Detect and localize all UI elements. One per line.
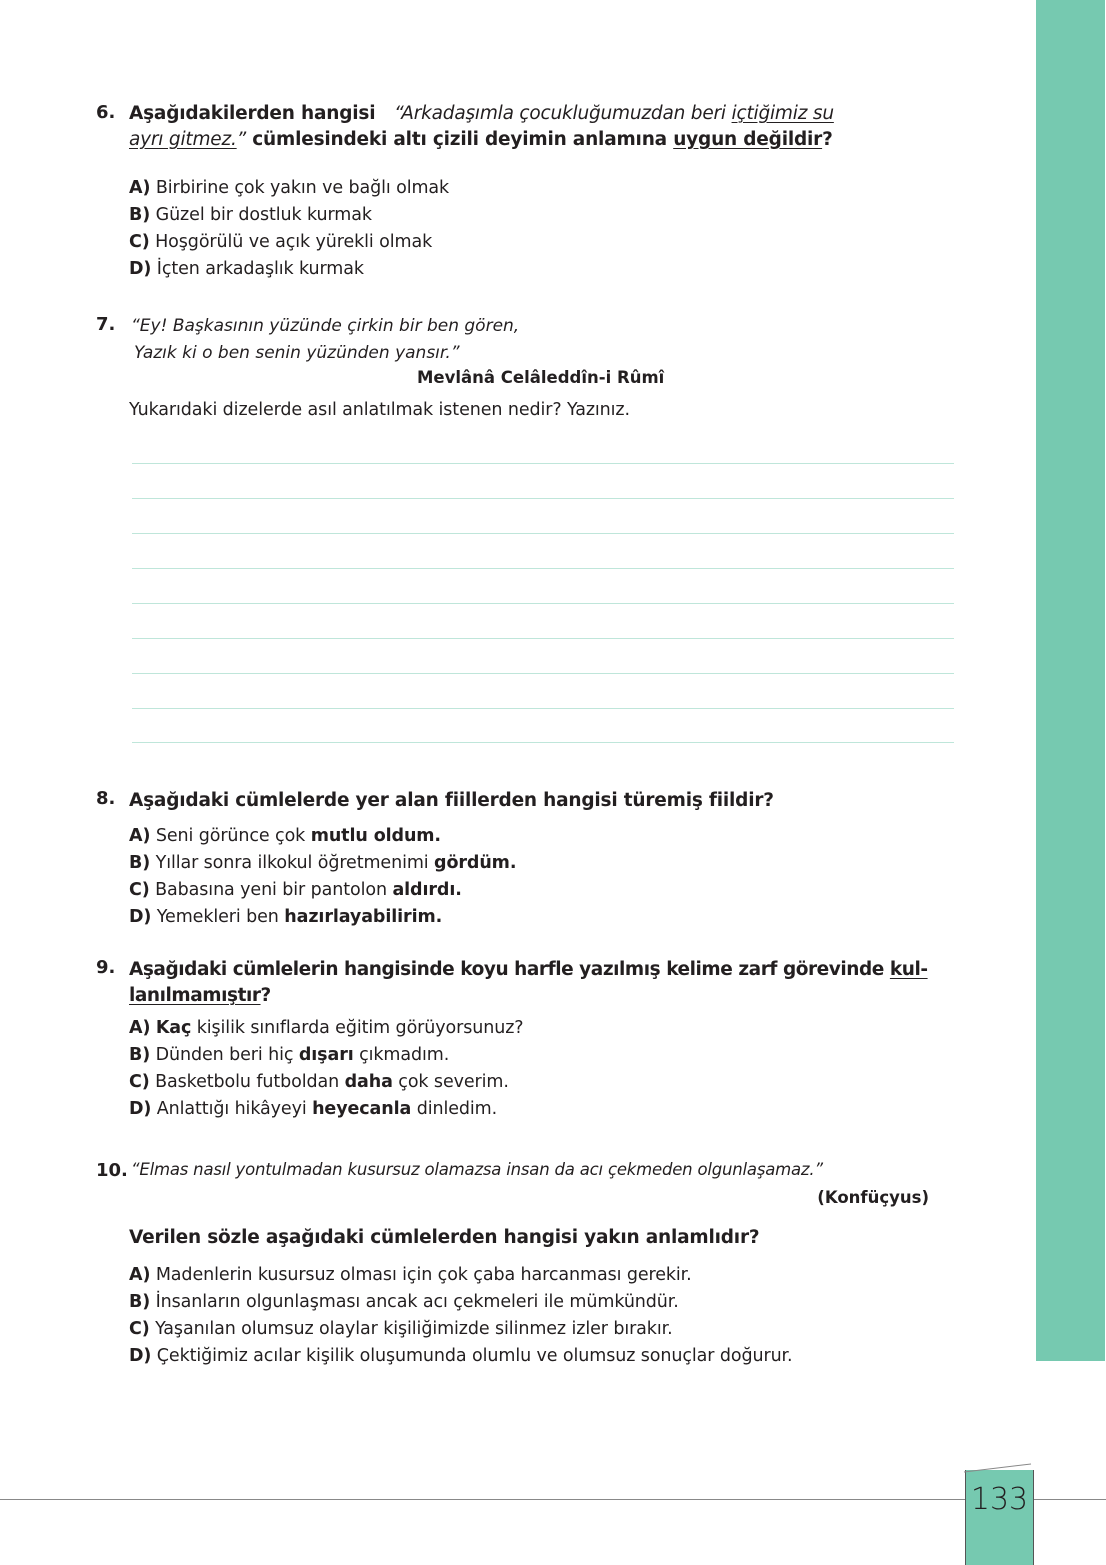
quote-text: “Arkadaşımla çocukluğumuzdan beri bbox=[394, 103, 732, 124]
answer-line bbox=[132, 568, 954, 569]
option-label: C) bbox=[129, 880, 150, 900]
verse-author: Mevlânâ Celâleddîn-i Rûmî bbox=[417, 368, 665, 387]
option-label: B) bbox=[129, 205, 151, 225]
answer-line bbox=[132, 708, 954, 709]
option-bold-word: daha bbox=[344, 1072, 393, 1092]
option-text: Seni görünce çok bbox=[155, 826, 311, 846]
option-bold-word: aldırdı. bbox=[392, 880, 462, 900]
prompt-underlined: kul- bbox=[889, 959, 928, 980]
prompt-text: Aşağıdaki cümlelerin hangisinde koyu harfle yazılmış kelime zarf görevinde bbox=[129, 959, 890, 980]
option-label: A) bbox=[129, 178, 151, 198]
option-label: D) bbox=[129, 1099, 152, 1119]
option-label: A) bbox=[129, 1018, 151, 1038]
option-c[interactable] bbox=[129, 1316, 673, 1343]
option-text: çok severim. bbox=[392, 1072, 509, 1092]
question-prompt: Verilen sözle aşağıdaki cümlelerden hangisi yakın anlamlıdır? bbox=[129, 1227, 760, 1248]
question-number: 7. bbox=[96, 314, 116, 335]
option-b[interactable] bbox=[129, 1042, 449, 1069]
answer-line bbox=[132, 603, 954, 604]
option-b[interactable] bbox=[129, 202, 372, 229]
option-bold-word: gördüm. bbox=[434, 853, 517, 873]
option-a[interactable] bbox=[129, 1015, 523, 1042]
answer-line bbox=[132, 673, 954, 674]
option-a[interactable] bbox=[129, 823, 441, 850]
option-c[interactable] bbox=[129, 1069, 509, 1096]
option-d[interactable] bbox=[129, 256, 364, 283]
option-label: D) bbox=[129, 259, 152, 279]
option-text: Hoşgörülü ve açık yürekli olmak bbox=[155, 232, 433, 252]
option-text: Madenlerin kusursuz olması için çok çaba harcanması gerekir. bbox=[155, 1265, 692, 1285]
page-tab-edge bbox=[963, 1463, 1033, 1473]
option-bold-word: mutlu oldum. bbox=[310, 826, 441, 846]
page-number-tab bbox=[965, 1470, 1034, 1565]
answer-line bbox=[132, 498, 954, 499]
question-number: 8. bbox=[96, 788, 116, 809]
verse-line: Yazık ki o ben senin yüzünden yansır.” bbox=[134, 343, 460, 363]
idiom-underlined: ayrı gitmez. bbox=[129, 129, 237, 150]
option-d[interactable] bbox=[129, 1096, 497, 1123]
question-prompt: Aşağıdaki cümlelerde yer alan fiillerden hangisi türemiş fiildir? bbox=[129, 790, 774, 811]
option-text: çıkmadım. bbox=[353, 1045, 450, 1065]
option-label: A) bbox=[129, 826, 151, 846]
question-prompt bbox=[129, 957, 999, 1009]
answer-line bbox=[132, 638, 954, 639]
question-number: 10. bbox=[96, 1160, 128, 1181]
verse-line: “Ey! Başkasının yüzünde çirkin bir ben gören, bbox=[131, 316, 520, 336]
prompt-end: ? bbox=[260, 985, 271, 1006]
answer-line bbox=[132, 463, 954, 464]
option-bold-word: dışarı bbox=[298, 1045, 354, 1065]
option-label: C) bbox=[129, 1072, 150, 1092]
option-label: D) bbox=[129, 1346, 152, 1366]
option-label: C) bbox=[129, 232, 150, 252]
option-b[interactable] bbox=[129, 850, 516, 877]
option-label: C) bbox=[129, 1319, 150, 1339]
verse bbox=[131, 313, 519, 367]
prompt-lead: Aşağıdakilerden hangisi bbox=[129, 103, 376, 124]
option-b[interactable] bbox=[129, 1289, 679, 1316]
option-c[interactable] bbox=[129, 229, 432, 256]
page-number: 133 bbox=[970, 1482, 1029, 1517]
option-text: Anlattığı hikâyeyi bbox=[156, 1099, 313, 1119]
quote-author: (Konfüçyus) bbox=[817, 1188, 929, 1207]
prompt-underlined: uygun değildir bbox=[673, 129, 823, 150]
option-d[interactable] bbox=[129, 1343, 793, 1370]
question-number: 9. bbox=[96, 957, 116, 978]
prompt-underlined: lanılmamıştır bbox=[129, 985, 261, 1006]
quote: “Elmas nasıl yontulmadan kusursuz olamazsa insan da acı çekmeden olgunlaşamaz.” bbox=[131, 1160, 823, 1179]
option-text: kişilik sınıflarda eğitim görüyorsunuz? bbox=[191, 1018, 524, 1038]
option-text: Birbirine çok yakın ve bağlı olmak bbox=[155, 178, 450, 198]
option-label: B) bbox=[129, 1045, 151, 1065]
question-prompt bbox=[129, 101, 929, 153]
option-text: Babasına yeni bir pantolon bbox=[155, 880, 393, 900]
answer-line bbox=[132, 742, 954, 743]
option-text: İnsanların olgunlaşması ancak acı çekmeleri ile mümkündür. bbox=[155, 1292, 679, 1312]
option-label: A) bbox=[129, 1265, 151, 1285]
option-text: Dünden beri hiç bbox=[155, 1045, 299, 1065]
option-bold-word: hazırlayabilirim. bbox=[284, 907, 443, 927]
option-text: Çektiğimiz acılar kişilik oluşumunda olumlu ve olumsuz sonuçlar doğurur. bbox=[156, 1346, 793, 1366]
option-label: B) bbox=[129, 1292, 151, 1312]
quote-close: ” bbox=[236, 129, 247, 150]
option-label: B) bbox=[129, 853, 151, 873]
option-text: İçten arkadaşlık kurmak bbox=[156, 259, 364, 279]
footer-rule bbox=[0, 1499, 1106, 1500]
idiom-underlined: içtiğimiz su bbox=[731, 103, 834, 124]
option-text: Yaşanılan olumsuz olaylar kişiliğimizde silinmez izler bırakır. bbox=[155, 1319, 673, 1339]
option-text: dinledim. bbox=[411, 1099, 498, 1119]
answer-line bbox=[132, 533, 954, 534]
option-text: Basketbolu futboldan bbox=[155, 1072, 345, 1092]
prompt-rest: cümlesindeki altı çizili deyimin anlamına bbox=[246, 129, 674, 150]
option-text: Yıllar sonra ilkokul öğretmenimi bbox=[155, 853, 435, 873]
option-d[interactable] bbox=[129, 904, 442, 931]
option-a[interactable] bbox=[129, 1262, 692, 1289]
question-instruction: Yukarıdaki dizelerde asıl anlatılmak istenen nedir? Yazınız. bbox=[129, 400, 630, 420]
option-a[interactable] bbox=[129, 175, 449, 202]
prompt-end: ? bbox=[822, 129, 833, 150]
side-accent-bar bbox=[1036, 0, 1105, 1361]
option-label: D) bbox=[129, 907, 152, 927]
option-c[interactable] bbox=[129, 877, 462, 904]
option-bold-word: heyecanla bbox=[312, 1099, 412, 1119]
option-bold-word: Kaç bbox=[155, 1018, 192, 1038]
question-number: 6. bbox=[96, 102, 116, 123]
option-text: Yemekleri ben bbox=[156, 907, 285, 927]
option-text: Güzel bir dostluk kurmak bbox=[155, 205, 372, 225]
